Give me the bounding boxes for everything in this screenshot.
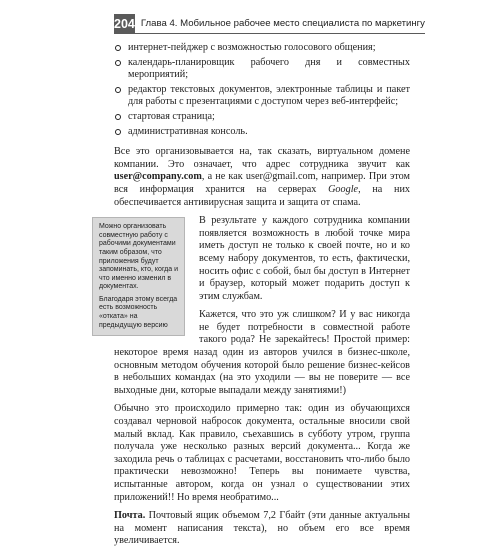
paragraph-business-school: Кажется, что это уж слишком? И у вас никогда не будет потребности в совместной работе такого рода? Не зарекайтесь! Простой пример: некоторое время назад один из авторов учился в бизнес-школе, основным методом обучения которой было решение бизнес-кейсов в небольших командах (на это уходили — вы не поверите — все выходные дни, которые выпадали между занятиями!) bbox=[114, 309, 410, 396]
page-body bbox=[99, 36, 410, 548]
sidebar-wrap bbox=[99, 215, 410, 397]
list-item: стартовая страница; bbox=[114, 111, 410, 124]
bullet-circle-icon bbox=[115, 129, 121, 135]
paragraph-office-access: В результате у каждого сотрудника компании появляется возможность в любой точке мира иметь доступ не только к своей почте, но и ко всему набору документов, то есть, фактически, носить офис с собой, был бы доступ в Интернет и браузер, который может подарить доступ к этим службам. bbox=[199, 215, 410, 302]
paragraph-virtual-domain: Все это организовывается на, так сказать, виртуальном домене компании. Это означает, что адрес сотрудника звучит как user@company.com, а не как user@gmail.com, например. При этом вся информация хранится на серверах Google, на них обеспечивается антивирусная защита и защита от спама. bbox=[114, 146, 410, 208]
paragraph-mail: Почта. Почтовый ящик объемом 7,2 Гбайт (эти данные актуальны на момент написания текста), но объем его все время увеличивается. bbox=[114, 510, 410, 547]
bullet-circle-icon bbox=[115, 87, 121, 93]
page-number: 204 bbox=[114, 14, 135, 34]
bullet-list bbox=[114, 42, 410, 138]
list-item: редактор текстовых документов, электронные таблицы и пакет для работы с презентациями с доступом через веб-интерфейс; bbox=[114, 84, 410, 109]
sidebar-paragraph: Можно организовать совместную работу с рабочими документами таким образом, что приложения будут запоминать, кто, когда и что именно изменил в документах. bbox=[99, 223, 179, 291]
company-email: user@company.com bbox=[114, 171, 202, 183]
mail-lead: Почта. bbox=[114, 510, 146, 522]
list-item: календарь-планировщик рабочего дня и совместных мероприятий; bbox=[114, 57, 410, 82]
bullet-circle-icon bbox=[115, 114, 121, 120]
bullet-circle-icon bbox=[115, 60, 121, 66]
google-name: Google bbox=[328, 183, 359, 195]
sidebar-paragraph: Благодаря этому всегда есть возможность «откатa» на предыдущую версию bbox=[99, 295, 178, 329]
list-item: административная консоль. bbox=[114, 126, 410, 139]
sidebar-note bbox=[92, 217, 185, 336]
list-item: интернет-пейджер с возможностью голосового общения; bbox=[114, 42, 410, 55]
paragraph-group-work: Обычно это происходило примерно так: один из обучающихся создавал черновой набросок документа, остальные вносили свой малый вклад. Как правило, съехавшись в субботу утром, группа получала уже несколько разных версий документа... Когда же заходила речь о таблицах с расчетами, восстановить что-либо было практически невозможно! Теперь вы понимаете чувства, испытанные автором, когда он узнал о существовании этих приложений!! Но время необратимо... bbox=[114, 403, 410, 503]
page-header bbox=[114, 14, 425, 34]
bullet-circle-icon bbox=[115, 45, 121, 51]
chapter-title: Глава 4. Мобильное рабочее место специалиста по маркетингу bbox=[135, 14, 425, 34]
